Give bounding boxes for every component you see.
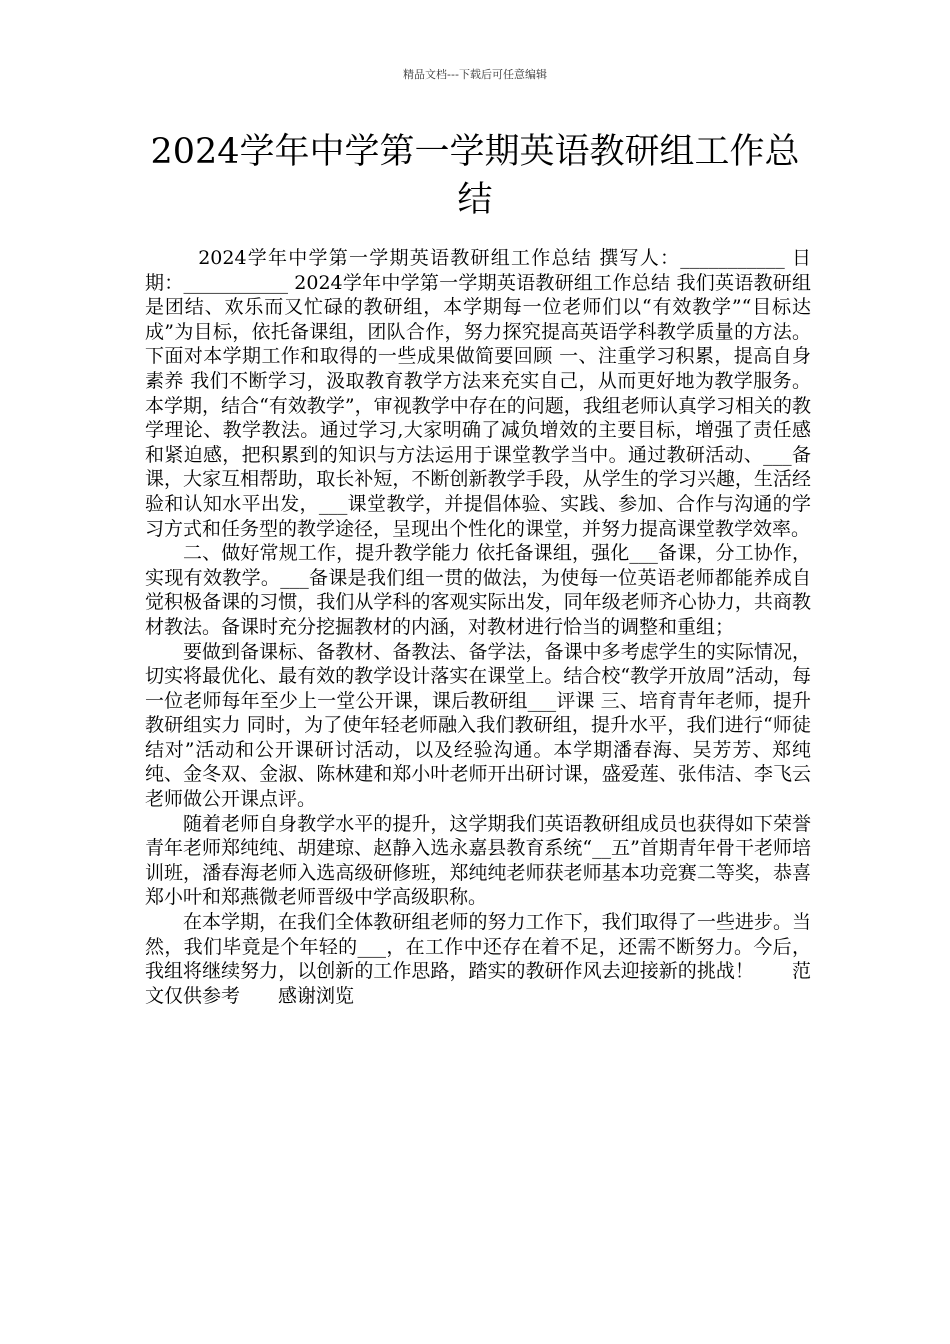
document-body (145, 246, 811, 1008)
paragraph-3: 要做到备课标、备教材、备教法、备学法，备课中多考虑学生的实际情况，切实将最优化、最有效的教学设计落实在课堂上。结合校“教学开放周”活动，每一位老师每年至少上一堂公开课，课后教研组___评课 三、培育青年老师，提升教研组实力 同时，为了使年轻老师融入我们教研组，提升水平，我们进行“师徒结对”活动和公开课研讨活动，以及经验沟通。本学期潘春海、吴芳芳、郑纯纯、金冬双、金淑、陈林建和郑小叶老师开出研讨课，盛爱莲、张伟洁、李飞云老师做公开课点评。 (145, 640, 811, 811)
paragraph-4: 随着老师自身教学水平的提升，这学期我们英语教研组成员也获得如下荣誉青年老师郑纯纯、胡建琼、赵静入选永嘉县教育系统“__五”首期青年骨干老师培训班，潘春海老师入选高级研修班，郑纯纯老师获老师基本功竞赛二等奖，恭喜郑小叶和郑燕微老师晋级中学高级职称。 (145, 812, 811, 909)
page-header-note: 精品文档---下载后可任意编辑 (403, 68, 547, 81)
paragraph-5: 在本学期，在我们全体教研组老师的努力工作下，我们取得了一些进步。当然，我们毕竟是个年轻的___，在工作中还存在着不足，还需不断努力。今后，我组将继续努力，以创新的工作思路，踏实的教研作风去迎接新的挑战！ 范文仅供参考 感谢浏览 (145, 911, 811, 1007)
document-title: 2024学年中学第一学期英语教研组工作总结 (150, 132, 800, 220)
paragraph-2: 二、做好常规工作，提升教学能力 依托备课组，强化___备课，分工协作，实现有效教学。___备课是我们组一贯的做法，为使每一位英语老师都能养成自觉积极备课的习惯，我们从学科的客观实际出发，同年级老师齐心协力，共商教材教法。备课时充分挖掘教材的内涵，对教材进行恰当的调整和重组； (145, 542, 811, 638)
paragraph-1: 2024学年中学第一学期英语教研组工作总结 撰写人：___________ 日 期：___________ 2024学年中学第一学期英语教研组工作总结 我们英语教研组是团结、欢乐而又忙碌的教研组，本学期每一位老师们以“有效教学”“目标达成”为目标，依托备课组，团队合作，努力探究提高英语学科教学质量的方法。下面对本学期工作和取得的一些成果做简要回顾 一、注重学习积累，提高自身素养 我们不断学习，汲取教育教学方法来充实自己，从而更好地为教学服务。本学期，结合“有效教学”，审视教学中存在的问题，我组老师认真学习相关的教学理论、教学教法。通过学习,大家明确了减负增效的主要目标，增强了责任感和紧迫感，把积累到的知识与方法运用于课堂教学当中。通过教研活动、___备课，大家互相帮助，取长补短，不断创新教学手段，从学生的学习兴趣，生活经验和认知水平出发，___课堂教学，并提倡体验、实践、参加、合作与沟通的学习方式和任务型的教学途径，呈现出个性化的课堂，并努力提高课堂教学效率。 (145, 247, 811, 540)
